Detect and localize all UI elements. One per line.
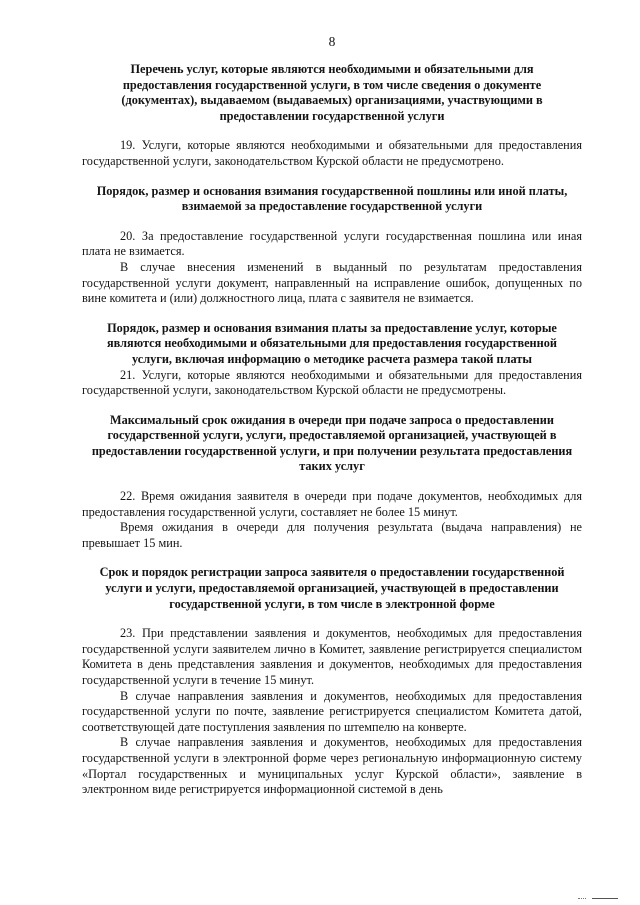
section-state-fee xyxy=(82,184,582,307)
paragraph: 19. Услуги, которые являются необходимыми и обязательными для предоставления государственной услуги, законодательством Курской области не предусмотрено. xyxy=(82,138,582,168)
paragraph: В случае внесения изменений в выданный по результатам предоставления государственной услуги документ, направленный на исправление ошибок, допущенных по вине комитета и (или) должностного лица, плата с заявителя не взимается. xyxy=(82,259,582,306)
paragraph: 21. Услуги, которые являются необходимыми и обязательными для предоставления государственной услуги, законодательством Курской области не предусмотрены. xyxy=(82,367,582,398)
section-queue-waiting-time xyxy=(82,413,582,552)
scan-edge-mark xyxy=(592,898,618,899)
section-heading: Порядок, размер и основания взимания государственной пошлины или иной платы, взимаемой за предоставление государственной услуги xyxy=(96,183,568,214)
section-request-registration xyxy=(82,565,582,797)
section-heading: Порядок, размер и основания взимания платы за предоставление услуг, которые являются необходимыми и обязательными для предоставления государственной услуги, включая информацию о методике расчета размера такой платы xyxy=(107,320,557,366)
section-heading: Перечень услуг, которые являются необходимыми и обязательными для предоставления государственной услуги, в том числе сведения о документе (документах), выдаваемом (выдаваемых) организациями, участвующими в предоставлении государственной услуги xyxy=(121,62,543,123)
section-services-list xyxy=(82,62,582,170)
section-heading: Максимальный срок ожидания в очереди при подаче запроса о предоставлении государственной услуги, услуги, предоставляемой организацией, участвующей в предоставлении государственной услуги, и при получении результата предоставления таких услуг xyxy=(91,412,573,474)
section-fee-for-services xyxy=(82,321,582,399)
paragraph: 20. За предоставление государственной услуги государственная пошлина или иная плата не взимается. xyxy=(82,228,582,259)
section-heading: Срок и порядок регистрации запроса заявителя о предоставлении государственной услуги и услуги, предоставляемой организацией, участвующей в предоставлении государственной услуги, в том числе в электронной форме xyxy=(99,565,565,611)
page-number: 8 xyxy=(328,34,336,49)
paragraph: 22. Время ожидания заявителя в очереди при подаче документов, необходимых для предоставления государственной услуги, составляет не более 15 минут. xyxy=(82,489,582,519)
paragraph: В случае направления заявления и документов, необходимых для предоставления государственной услуги в электронной форме через региональную информационную систему «Портал государственных и муниципальных услуг Курской области», заявление в электронном виде регистрируется информационной системой в день xyxy=(82,735,582,797)
paragraph: 23. При представлении заявления и документов, необходимых для предоставления государственной услуги заявителем лично в Комитет, заявление регистрируется специалистом Комитета в день представления заявления и документов, необходимых для предоставления государственной услуги в течение 15 минут. xyxy=(82,626,582,687)
paragraph: В случае направления заявления и документов, необходимых для предоставления государственной услуги по почте, заявление регистрируется специалистом Комитета датой, соответствующей дате поступления заявления по штемпелю на конверте. xyxy=(82,688,582,734)
paragraph: Время ожидания в очереди для получения результата (выдача направления) не превышает 15 мин. xyxy=(82,520,582,550)
